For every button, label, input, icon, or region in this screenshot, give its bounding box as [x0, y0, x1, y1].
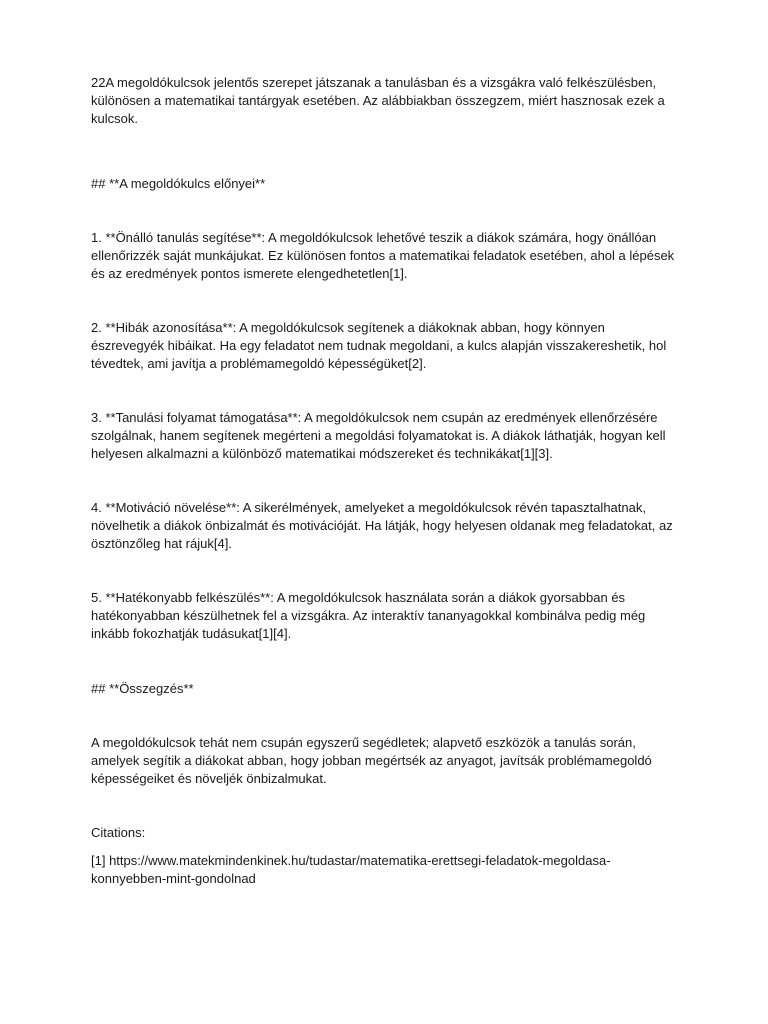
- list-item-text: 2. **Hibák azonosítása**: A megoldókulcsok segítenek a diákoknak abban, hogy könnyen észrevegyék hibáikat. Ha egy feladatot nem tudnak megoldani, a kulcs alapján visszakereshetik, hol tévedtek, ami javítja a problémamegoldó képességüket[2].: [91, 320, 667, 371]
- list-item-text: 1. **Önálló tanulás segítése**: A megoldókulcsok lehetővé teszik a diákok számára, hogy önállóan ellenőrizzék saját munkájukat. Ez különösen fontos a matematikai feladatok esetében, ahol a lépések és az eredmények pontos ismerete elengedhetetlen[1].: [91, 230, 675, 281]
- list-item-text: 4. **Motiváció növelése**: A sikerélmények, amelyeket a megoldókulcsok révén tapasztalhatnak, növelhetik a diákok önbizalmát és motivációját. Ha látják, hogy helyesen oldanak meg feladatokat, az ösztönzőleg hat rájuk[4].: [91, 500, 673, 551]
- heading-summary: [91, 680, 681, 698]
- intro-text: 22A megoldókulcsok jelentős szerepet játszanak a tanulásban és a vizsgákra való felkészülésben, különösen a matematikai tantárgyak esetében. Az alábbiakban összegzem, miért hasznosak ezek a kulcsok.: [91, 75, 665, 126]
- intro-paragraph: [91, 74, 681, 128]
- list-item-1: [91, 229, 681, 283]
- summary-paragraph: [91, 734, 681, 788]
- summary-text: A megoldókulcsok tehát nem csupán egyszerű segédletek; alapvető eszközök a tanulás során, amelyek segítik a diákokat abban, hogy jobban megértsék az anyagot, javítsák problémamegoldó képességeiket és növeljék önbizalmukat.: [91, 735, 652, 786]
- citation-1: [91, 852, 681, 888]
- list-item-text: 5. **Hatékonyabb felkészülés**: A megoldókulcsok használata során a diákok gyorsabban és hatékonyabban készülhetnek fel a vizsgákra. Az interaktív tananyagokkal kombinálva pedig még inkább fokozhatják tudásukat[1][4].: [91, 590, 646, 641]
- citation-text: [1] https://www.matekmindenkinek.hu/tudastar/matematika-erettsegi-feladatok-megoldasa-konnyebben-mint-gondolnad: [91, 853, 611, 886]
- list-item-4: [91, 499, 681, 553]
- citations-label: [91, 824, 681, 842]
- citations-label-text: Citations:: [91, 825, 146, 840]
- heading-summary-text: ## **Összegzés**: [91, 681, 194, 696]
- heading-advantages: [91, 175, 681, 193]
- list-item-2: [91, 319, 681, 373]
- list-item-5: [91, 589, 681, 643]
- list-item-text: 3. **Tanulási folyamat támogatása**: A megoldókulcsok nem csupán az eredmények ellenőrzésére szolgálnak, hanem segítenek megérteni a megoldási folyamatokat is. A diákok láthatják, hogyan kell helyesen alkalmazni a különböző matematikai módszereket és technikákat[1][3].: [91, 410, 666, 461]
- list-item-3: [91, 409, 681, 463]
- heading-advantages-text: ## **A megoldókulcs előnyei**: [91, 176, 266, 191]
